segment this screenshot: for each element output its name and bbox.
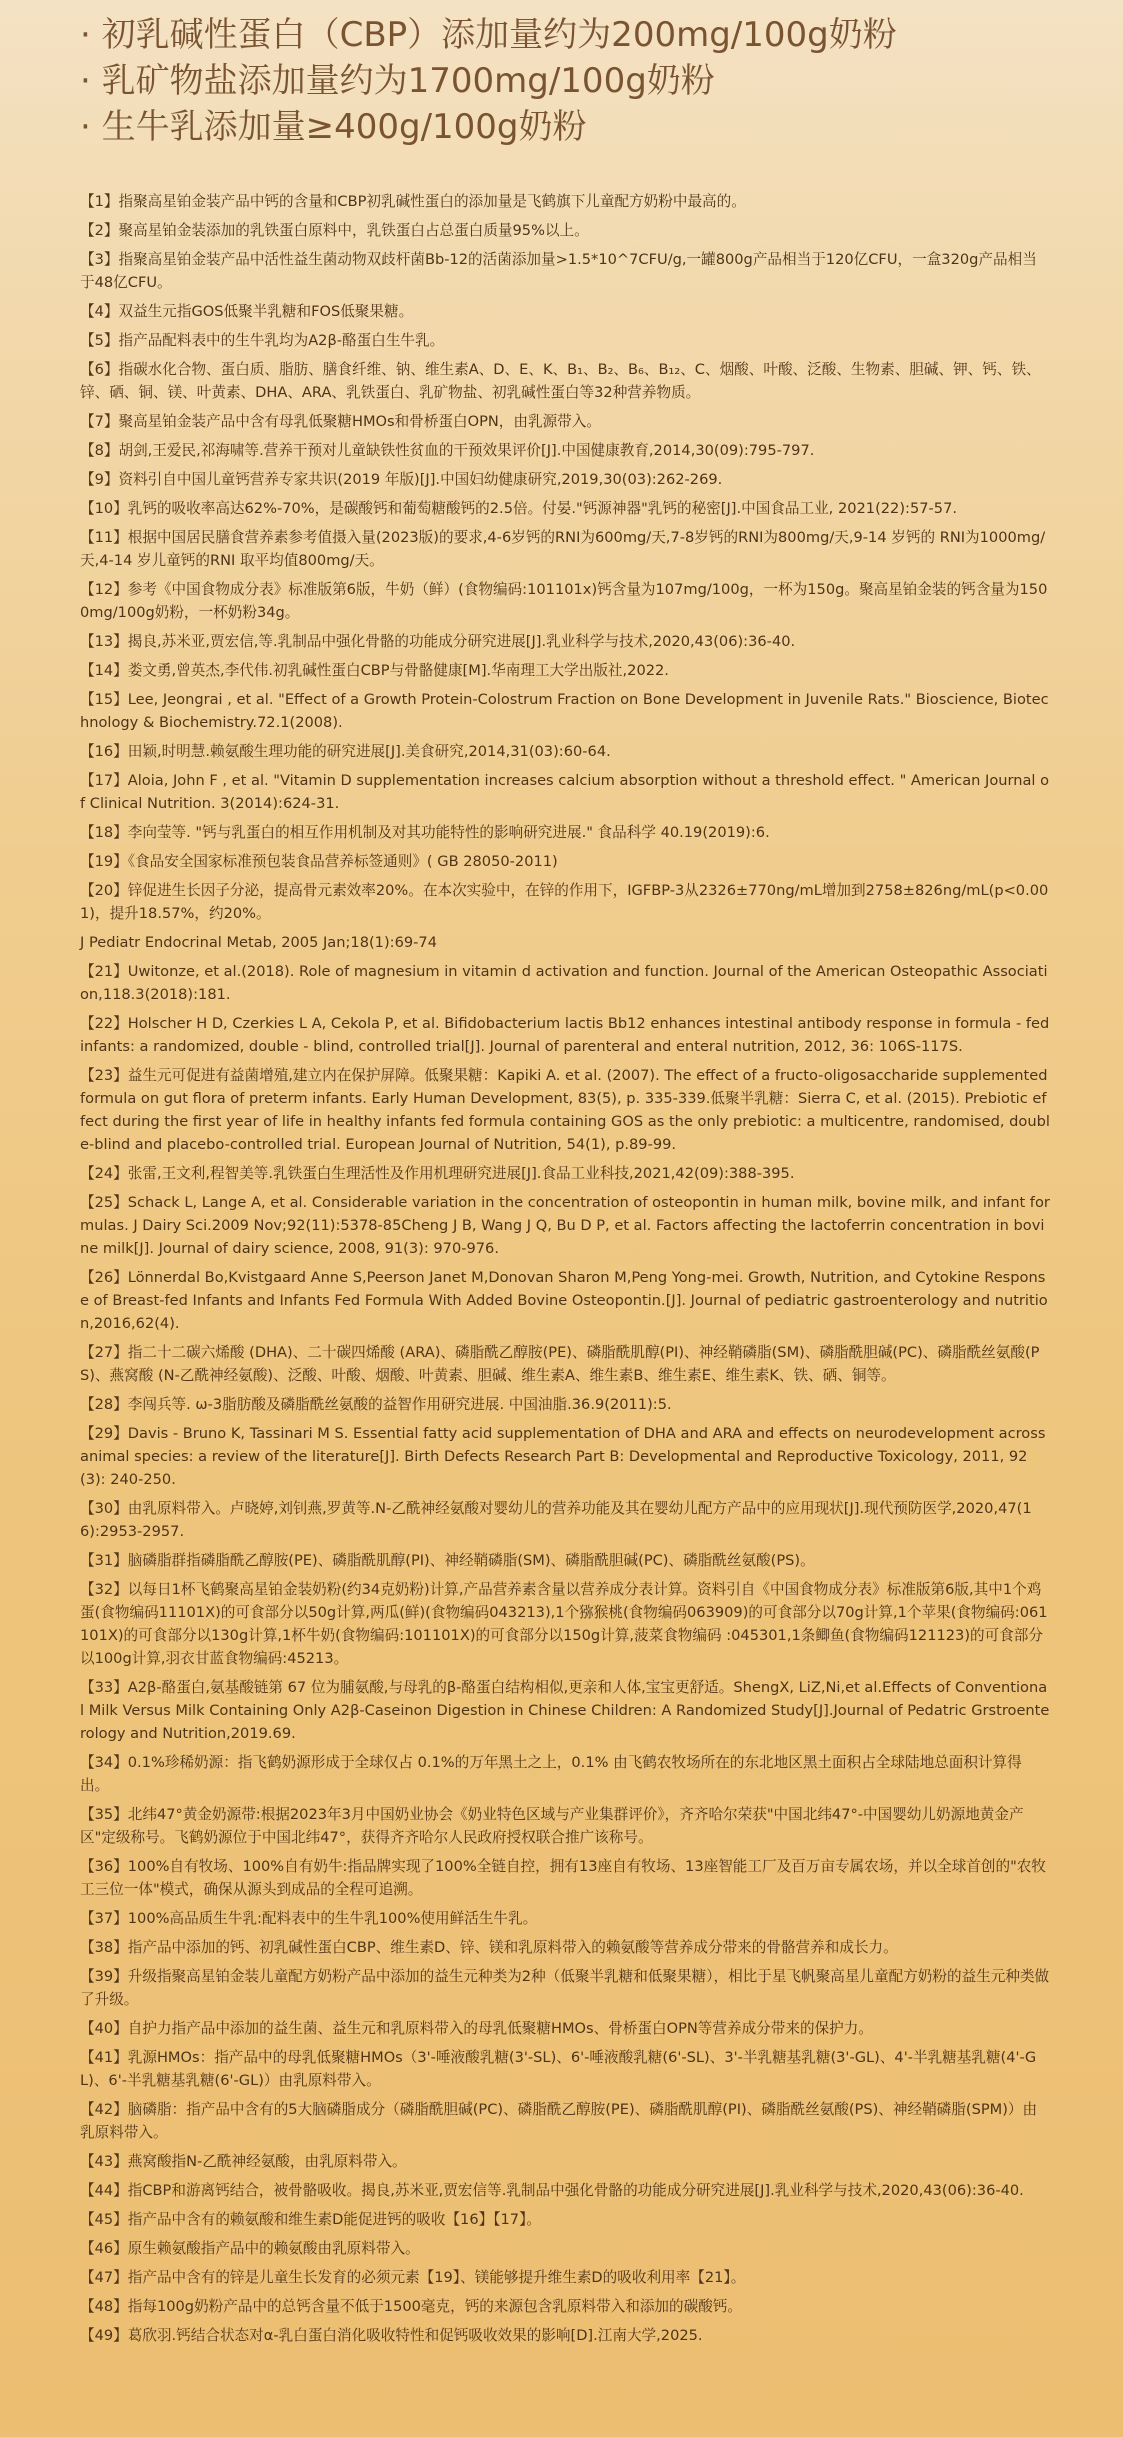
reference-item: 【36】100%自有牧场、100%自有奶牛:指品牌实现了100%全链自控，拥有13座自有牧场、13座智能工厂及百万亩专属农场，并以全球首创的"农牧工三位一体"模式，确保从源头到成品的全程可追溯。 <box>80 1858 1046 1898</box>
reference-item: 【26】Lönnerdal Bo,Kvistgaard Anne S,Peerson Janet M,Donovan Sharon M,Peng Yong-mei. Growth, Nutrition, and Cytokine Response of Breast-fed Infants and Infants Fed Formula With Added Bovine Osteopontin.[J]. Journal of pediatric gastroenterology and nutrition,2016,62(4). <box>80 1269 1048 1332</box>
reference-item: 【47】指产品中含有的锌是儿童生长发育的必须元素【19】、镁能够提升维生素D的吸收利用率【21】。 <box>80 2269 746 2286</box>
reference-list <box>80 190 1050 2353</box>
reference-item: 【39】升级指聚高星铂金装儿童配方奶粉产品中添加的益生元种类为2种（低聚半乳糖和低聚果糖），相比于星飞帆聚高星儿童配方奶粉的益生元种类做了升级。 <box>80 1968 1050 2008</box>
reference-item: 【37】100%高品质生牛乳:配料表中的生牛乳100%使用鲜活生牛乳。 <box>80 1910 538 1927</box>
reference-item: 【49】葛欣羽.钙结合状态对α-乳白蛋白消化吸收特性和促钙吸收效果的影响[D].江南大学,2025. <box>80 2327 703 2344</box>
reference-item: 【48】指每100g奶粉产品中的总钙含量不低于1500毫克，钙的来源包含乳原料带入和添加的碳酸钙。 <box>80 2298 742 2315</box>
headline-cbp: · 初乳碱性蛋白（CBP）添加量约为200mg/100g奶粉 <box>80 15 897 55</box>
reference-item: 【35】北纬47°黄金奶源带:根据2023年3月中国奶业协会《奶业特色区域与产业集群评价》，齐齐哈尔荣获"中国北纬47°-中国婴幼儿奶源地黄金产区"定级称号。飞鹤奶源位于中国北纬47°，获得齐齐哈尔人民政府授权联合推广该称号。 <box>80 1806 1024 1846</box>
reference-item: 【10】乳钙的吸收率高达62%-70%，是碳酸钙和葡萄糖酸钙的2.5倍。付晏."钙源神器"乳钙的秘密[J].中国食品工业, 2021(22):57-57. <box>80 500 957 517</box>
reference-item: 【20】锌促进生长因子分泌，提高骨元素效率20%。在本次实验中，在锌的作用下，IGFBP-3从2326±770ng/mL增加到2758±826ng/mL(p<0.001)，提升18.57%，约20%。 <box>80 882 1049 922</box>
reference-item: 【18】李向莹等. "钙与乳蛋白的相互作用机制及对其功能特性的影响研究进展." 食品科学 40.19(2019):6. <box>80 824 770 841</box>
reference-item: 【13】揭良,苏米亚,贾宏信,等.乳制品中强化骨骼的功能成分研究进展[J].乳业科学与技术,2020,43(06):36-40. <box>80 633 796 650</box>
reference-item: 【17】Aloia, John F , et al. "Vitamin D supplementation increases calcium absorption without a threshold effect. " American Journal of Clinical Nutrition. 3(2014):624-31. <box>80 772 1050 812</box>
reference-item: 【3】指聚高星铂金装产品中活性益生菌动物双歧杆菌Bb-12的活菌添加量>1.5*10^7CFU/g,一罐800g产品相当于120亿CFU，一盒320g产品相当于48亿CFU。 <box>80 251 1037 291</box>
reference-item: 【22】Holscher H D, Czerkies L A, Cekola P, et al. Bifidobacterium lactis Bb12 enhances intestinal antibody response in formula - fed infants: a randomized, double - blind, controlled trial[J]. Journal of parenteral and enteral nutrition, 2012, 36: 106S-117S. <box>80 1015 1050 1055</box>
reference-item: 【45】指产品中含有的赖氨酸和维生素D能促进钙的吸收【16】【17】。 <box>80 2211 541 2228</box>
reference-item: 【7】聚高星铂金装产品中含有母乳低聚糖HMOs和骨桥蛋白OPN，由乳源带入。 <box>80 413 601 430</box>
reference-item: 【32】以每日1杯飞鹤聚高星铂金装奶粉(约34克奶粉)计算,产品营养素含量以营养成分表计算。资料引自《中国食物成分表》标准版第6版,其中1个鸡蛋(食物编码11101X)的可食部分以50g计算,两瓜(鲜)(食物编码043213),1个猕猴桃(食物编码063909)的可食部分以70g计算,1个苹果(食物编码:061101X)的可食部分以130g计算,1杯牛奶(食物编码:101101X)的可食部分以150g计算,菠菜食物编码 :045301,1条鲫鱼(食物编码121123)的可食部分以100g计算,羽衣甘蓝食物编码:45213。 <box>80 1581 1048 1667</box>
reference-item: J Pediatr Endocrinal Metab, 2005 Jan;18(1):69-74 <box>80 934 437 951</box>
reference-item: 【25】Schack L, Lange A, et al. Considerable variation in the concentration of osteopontin in human milk, bovine milk, and infant formulas. J Dairy Sci.2009 Nov;92(11):5378-85Cheng J B, Wang J Q, Bu D P, et al. Factors affecting the lactoferrin concentration in bovine milk[J]. Journal of dairy science, 2008, 91(3): 970-976. <box>80 1194 1050 1257</box>
reference-item: 【19】《食品安全国家标准预包装食品营养标签通则》( GB 28050-2011) <box>80 853 558 870</box>
reference-item: 【34】0.1%珍稀奶源：指飞鹤奶源形成于全球仅占 0.1%的万年黑土之上，0.1% 由飞鹤农牧场所在的东北地区黑土面积占全球陆地总面积计算得出。 <box>80 1754 1022 1794</box>
reference-item: 【12】参考《中国食物成分表》标准版第6版，牛奶（鲜）(食物编码:101101x)钙含量为107mg/100g，一杯为150g。聚高星铂金装的钙含量为1500mg/100g奶粉，一杯奶粉34g。 <box>80 581 1048 621</box>
reference-item: 【15】Lee, Jeongrai , et al. "Effect of a Growth Protein-Colostrum Fraction on Bone Development in Juvenile Rats." Bioscience, Biotechnology & Biochemistry.72.1(2008). <box>80 691 1049 731</box>
reference-item: 【21】Uwitonze, et al.(2018). Role of magnesium in vitamin d activation and function. Journal of the American Osteopathic Association,118.3(2018):181. <box>80 963 1048 1003</box>
reference-item: 【41】乳源HMOs：指产品中的母乳低聚糖HMOs（3'-唾液酸乳糖(3'-SL)、6'-唾液酸乳糖(6'-SL)、3'-半乳糖基乳糖(3'-GL)、4'-半乳糖基乳糖(4'-GL)、6'-半乳糖基乳糖(6'-GL)）由乳原料带入。 <box>80 2049 1037 2089</box>
headline-list <box>80 12 1080 150</box>
reference-item: 【42】脑磷脂：指产品中含有的5大脑磷脂成分（磷脂酰胆碱(PC)、磷脂酰乙醇胺(PE)、磷脂酰肌醇(PI)、磷脂酰丝氨酸(PS)、神经鞘磷脂(SPM)）由乳原料带入。 <box>80 2101 1038 2141</box>
reference-item: 【4】双益生元指GOS低聚半乳糖和FOS低聚果糖。 <box>80 303 414 320</box>
reference-item: 【40】自护力指产品中添加的益生菌、益生元和乳原料带入的母乳低聚糖HMOs、骨桥蛋白OPN等营养成分带来的保护力。 <box>80 2020 873 2037</box>
reference-item: 【9】资料引自中国儿童钙营养专家共识(2019 年版)[J].中国妇幼健康研究,2019,30(03):262-269. <box>80 471 723 488</box>
reference-item: 【28】李闯兵等. ω-3脂肪酸及磷脂酰丝氨酸的益智作用研究进展. 中国油脂.36.9(2011):5. <box>80 1396 672 1413</box>
reference-item: 【23】益生元可促进有益菌增殖,建立内在保护屏障。低聚果糖：Kapiki A. et al. (2007). The effect of a fructo-oligosaccharide supplemented formula on gut flora of preterm infants. Early Human Development, 83(5), p. 335-339.低聚半乳糖：Sierra C, et al. (2015). Prebiotic effect during the first year of life in healthy infants fed formula containing GOS as the only prebiotic: a multicentre, randomised, double-blind and placebo-controlled trial. European Journal of Nutrition, 54(1), p.89-99. <box>80 1067 1050 1153</box>
reference-item: 【27】指二十二碳六烯酸 (DHA)、二十碳四烯酸 (ARA)、磷脂酰乙醇胺(PE)、磷脂酰肌醇(PI)、神经鞘磷脂(SM)、磷脂酰胆碱(PC)、磷脂酰丝氨酸(PS)、燕窝酸 (N-乙酰神经氨酸)、泛酸、叶酸、烟酸、叶黄素、胆碱、维生素A、维生素B、维生素E、维生素K、铁、硒、铜等。 <box>80 1344 1040 1384</box>
reference-item: 【2】聚高星铂金装添加的乳铁蛋白原料中，乳铁蛋白占总蛋白质量95%以上。 <box>80 222 589 239</box>
reference-item: 【46】原生赖氨酸指产品中的赖氨酸由乳原料带入。 <box>80 2240 420 2257</box>
reference-item: 【6】指碳水化合物、蛋白质、脂肪、膳食纤维、钠、维生素A、D、E、K、B₁、B₂、B₆、B₁₂、C、烟酸、叶酸、泛酸、生物素、胆碱、钾、钙、铁、锌、硒、铜、镁、叶黄素、DHA、ARA、乳铁蛋白、乳矿物盐、初乳碱性蛋白等32种营养物质。 <box>80 361 1041 401</box>
reference-item: 【38】指产品中添加的钙、初乳碱性蛋白CBP、维生素D、锌、镁和乳原料带入的赖氨酸等营养成分带来的骨骼营养和成长力。 <box>80 1939 898 1956</box>
headline-raw-milk: · 生牛乳添加量≥400g/100g奶粉 <box>80 107 587 147</box>
reference-item: 【16】田颖,时明慧.赖氨酸生理功能的研究进展[J].美食研究,2014,31(03):60-64. <box>80 743 611 760</box>
reference-item: 【33】A2β-酪蛋白,氨基酸链第 67 位为脯氨酸,与母乳的β-酪蛋白结构相似,更亲和人体,宝宝更舒适。ShengX, LiZ,Ni,et al.Effects of Conventional Milk Versus Milk Containing Only A2β-Caseinon Digestion in Chinese Children: A Randomized Study[J].Journal of Pedatric Grstroenterology and Nutrition,2019.69. <box>80 1679 1050 1742</box>
reference-item: 【44】指CBP和游离钙结合，被骨骼吸收。揭良,苏米亚,贾宏信等.乳制品中强化骨骼的功能成分研究进展[J].乳业科学与技术,2020,43(06):36-40. <box>80 2182 1024 2199</box>
reference-item: 【31】脑磷脂群指磷脂酰乙醇胺(PE)、磷脂酰肌醇(PI)、神经鞘磷脂(SM)、磷脂酰胆碱(PC)、磷脂酰丝氨酸(PS)。 <box>80 1552 815 1569</box>
reference-item: 【8】胡剑,王爱民,祁海啸等.营养干预对儿童缺铁性贫血的干预效果评价[J].中国健康教育,2014,30(09):795-797. <box>80 442 815 459</box>
reference-item: 【24】张雷,王文利,程智美等.乳铁蛋白生理活性及作用机理研究进展[J].食品工业科技,2021,42(09):388-395. <box>80 1165 795 1182</box>
headline-milk-mineral: · 乳矿物盐添加量约为1700mg/100g奶粉 <box>80 61 715 101</box>
reference-item: 【1】指聚高星铂金装产品中钙的含量和CBP初乳碱性蛋白的添加量是飞鹤旗下儿童配方奶粉中最高的。 <box>80 193 746 210</box>
reference-item: 【11】根据中国居民膳食营养素参考值摄入量(2023版)的要求,4-6岁钙的RNI为600mg/天,7-8岁钙的RNI为800mg/天,9-14 岁钙的 RNI为1000mg/天,4-14 岁儿童钙的RNI 取平均值800mg/天。 <box>80 529 1046 569</box>
reference-item: 【43】燕窝酸指N-乙酰神经氨酸，由乳原料带入。 <box>80 2153 407 2170</box>
reference-item: 【14】娄文勇,曾英杰,李代伟.初乳碱性蛋白CBP与骨骼健康[M].华南理工大学出版社,2022. <box>80 662 669 679</box>
reference-item: 【30】由乳原料带入。卢晓婷,刘钊燕,罗黄等.N-乙酰神经氨酸对婴幼儿的营养功能及其在婴幼儿配方产品中的应用现状[J].现代预防医学,2020,47(16):2953-2957. <box>80 1500 1032 1540</box>
reference-item: 【5】指产品配料表中的生牛乳均为A2β-酪蛋白生牛乳。 <box>80 332 445 349</box>
reference-item: 【29】Davis - Bruno K, Tassinari M S. Essential fatty acid supplementation of DHA and ARA and effects on neurodevelopment across animal species: a review of the literature[J]. Birth Defects Research Part B: Developmental and Reproductive Toxicology, 2011, 92(3): 240-250. <box>80 1425 1046 1488</box>
